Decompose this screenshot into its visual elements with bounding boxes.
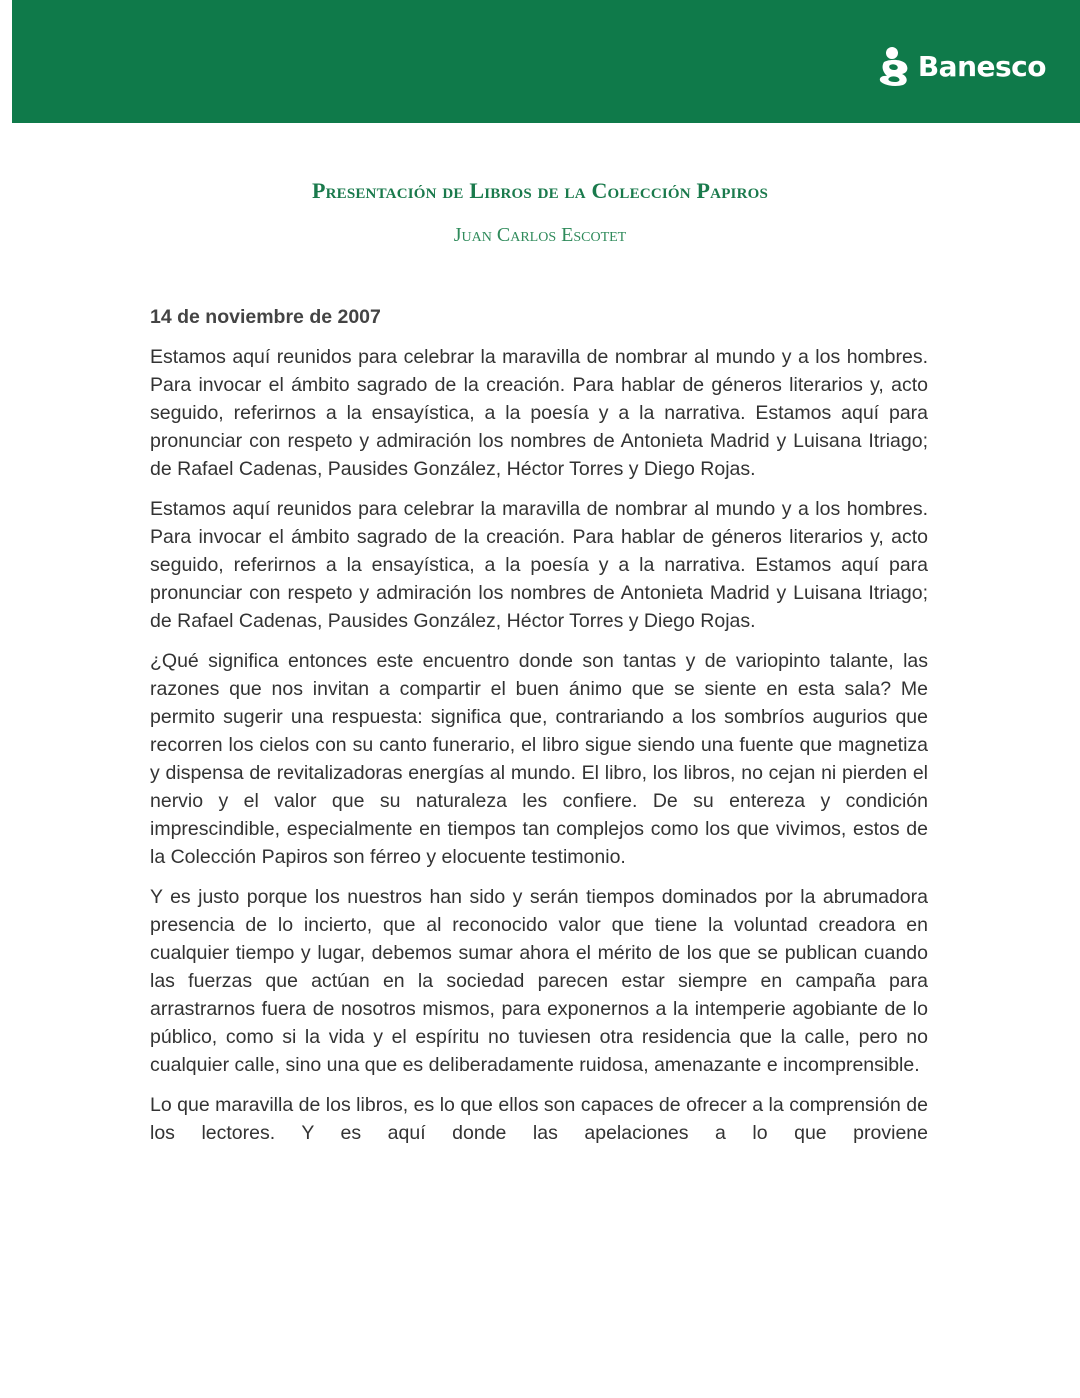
brand-logo bbox=[878, 46, 1046, 86]
paragraph-1: Estamos aquí reunidos para celebrar la maravilla de nombrar al mundo y a los hombres. Para invocar el ámbito sagrado de la creación. Para hablar de géneros literarios y, acto seguido, referirnos a la ensayística, a la poesía y a la narrativa. Estamos aquí para pronunciar con respeto y admiración los nombres de Antonieta Madrid y Luisana Itriago; de Rafael Cadenas, Pausides González, Héctor Torres y Diego Rojas. bbox=[150, 346, 928, 480]
paragraph-5: Lo que maravilla de los libros, es lo que ellos son capaces de ofrecer a la comprensión de los lectores. Y es aquí donde las apelaciones a lo que proviene bbox=[150, 1094, 928, 1144]
document-date: 14 de noviembre de 2007 bbox=[150, 306, 381, 328]
paragraph-2: Estamos aquí reunidos para celebrar la maravilla de nombrar al mundo y a los hombres. Para invocar el ámbito sagrado de la creación. Para hablar de géneros literarios y, acto seguido, referirnos a la ensayística, a la poesía y a la narrativa. Estamos aquí para pronunciar con respeto y admiración los nombres de Antonieta Madrid y Luisana Itriago; de Rafael Cadenas, Pausides González, Héctor Torres y Diego Rojas. bbox=[150, 498, 928, 632]
banesco-figure-icon bbox=[878, 46, 912, 86]
document-title: Presentación de Libros de la Colección Papiros bbox=[311, 178, 769, 203]
paragraph-4: Y es justo porque los nuestros han sido y serán tiempos dominados por la abrumadora presencia de lo incierto, que al reconocido valor que tiene la voluntad creadora en cualquier tiempo y lugar, debemos sumar ahora el mérito de los que se publican cuando las fuerzas que actúan en la sociedad parecen estar siempre en campaña para arrastrarnos fuera de nosotros mismos, para exponernos a la intemperie agobiante de lo público, como si la vida y el espíritu no tuviesen otra residencia que la calle, pero no cualquier calle, sino una que es deliberadamente ruidosa, amenazante e incomprensible. bbox=[150, 886, 928, 1076]
paragraph-3: ¿Qué significa entonces este encuentro donde son tantas y de variopinto talante, las razones que nos invitan a compartir el buen ánimo que se siente en esta sala? Me permito sugerir una respuesta: significa que, contrariando a los sombríos augurios que recorren los cielos con su canto funerario, el libro sigue siendo una fuente que magnetiza y dispensa de revitalizadoras energías al mundo. El libro, los libros, no cejan ni pierden el nervio y el valor que su naturaleza les confiere. De su entereza y condición imprescindible, especialmente en tiempos tan complejos como los que vivimos, estos de la Colección Papiros son férreo y elocuente testimonio. bbox=[150, 650, 928, 868]
document-body bbox=[150, 303, 928, 1159]
header-bar bbox=[12, 0, 1080, 123]
document-author: Juan Carlos Escotet bbox=[453, 224, 627, 246]
brand-name: Banesco bbox=[917, 49, 1046, 83]
